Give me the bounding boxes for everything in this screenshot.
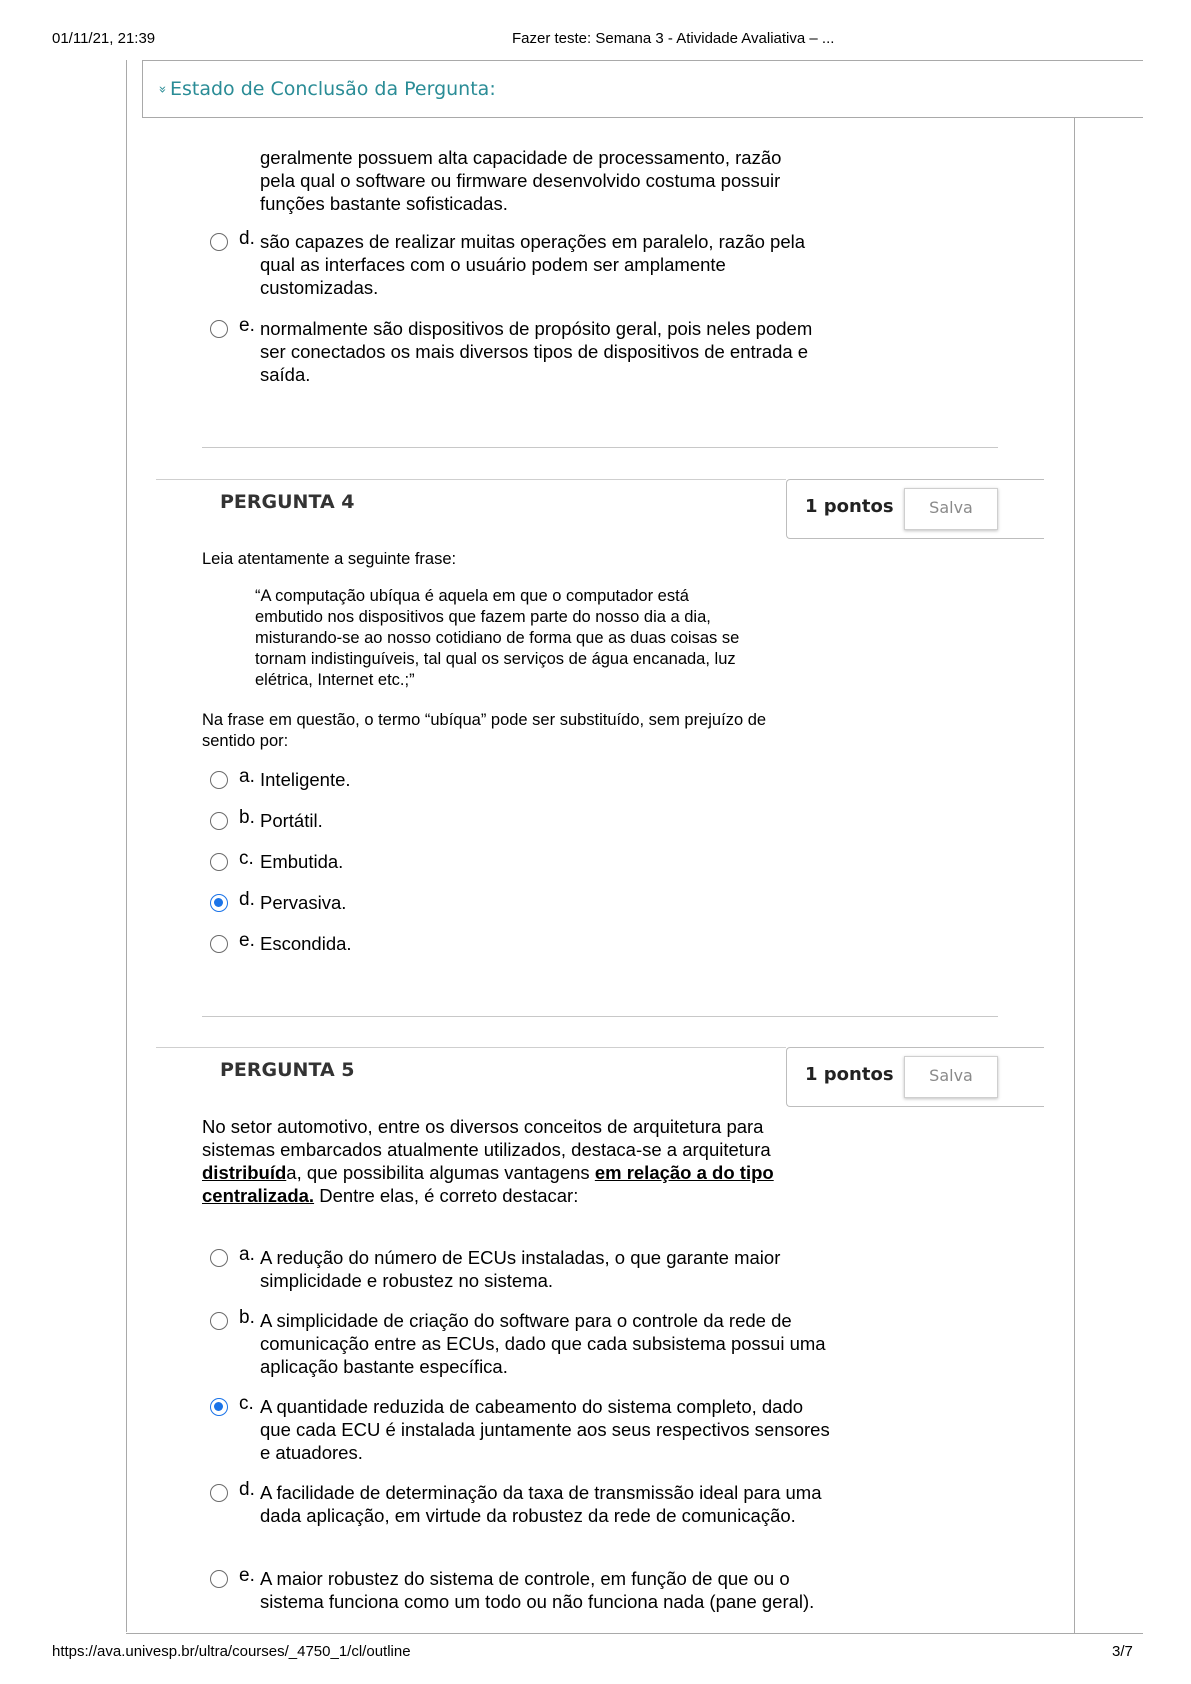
radio-button[interactable] <box>210 1249 228 1267</box>
radio-button[interactable] <box>210 1570 228 1588</box>
q5-title: PERGUNTA 5 <box>220 1059 355 1081</box>
option-text: Inteligente. <box>260 769 351 790</box>
print-datetime: 01/11/21, 21:39 <box>52 30 156 47</box>
option-text: Pervasiva. <box>260 892 347 913</box>
status-label: Estado de Conclusão da Pergunta: <box>169 78 496 100</box>
q5-stem-part: a, que possibilita algumas vantagens <box>286 1162 595 1183</box>
radio-button[interactable] <box>210 771 228 789</box>
radio-button-selected[interactable] <box>210 894 228 912</box>
separator <box>202 1016 998 1017</box>
option-text: A maior robustez do sistema de controle, em função de que ou o sistema funciona como um todo ou não funciona nada (pane geral). <box>260 1568 815 1612</box>
q5-stem-emphasis: distribuíd <box>202 1162 287 1183</box>
radio-button[interactable] <box>210 853 228 871</box>
option-text: Embutida. <box>260 851 344 872</box>
option-letter: d. <box>239 228 255 249</box>
question-status-toggle[interactable] <box>154 78 496 100</box>
option-letter: a. <box>239 1244 255 1265</box>
print-url: https://ava.univesp.br/ultra/courses/_4750_1/cl/outline <box>52 1643 411 1660</box>
q4-save-state-button[interactable]: Salva <box>904 488 998 530</box>
option-letter: c. <box>239 1393 254 1414</box>
left-frame-border <box>126 60 127 1632</box>
question-header-line <box>156 1047 786 1048</box>
print-page-title: Fazer teste: Semana 3 - Atividade Avaliativa – ... <box>512 30 835 47</box>
q4-intro: Leia atentamente a seguinte frase: <box>202 550 457 568</box>
q4-question: Na frase em questão, o termo “ubíqua” pode ser substituído, sem prejuízo de sentido por: <box>202 711 767 750</box>
option-text: A simplicidade de criação do software para o controle da rede de comunicação entre as ECUs, dado que cada subsistema possui uma aplicação bastante específica. <box>260 1310 826 1377</box>
option-letter: a. <box>239 766 255 787</box>
option-text: A redução do número de ECUs instaladas, o que garante maior simplicidade e robustez no sistema. <box>260 1247 781 1291</box>
option-letter: b. <box>239 1307 255 1328</box>
option-text: Escondida. <box>260 933 352 954</box>
option-text: normalmente são dispositivos de propósito geral, pois neles podem ser conectados os mais diversos tipos de dispositivos de entrada e saída. <box>260 318 813 385</box>
option-text: A quantidade reduzida de cabeamento do sistema completo, dado que cada ECU é instalada juntamente aos seus respectivos sensores e atuadores. <box>260 1396 830 1463</box>
q5-save-state-button[interactable]: Salva <box>904 1056 998 1098</box>
q4-title: PERGUNTA 4 <box>220 491 355 513</box>
double-chevron-down-icon: » <box>154 85 170 94</box>
q5-stem <box>202 1115 782 1207</box>
radio-button[interactable] <box>210 1312 228 1330</box>
radio-button[interactable] <box>210 812 228 830</box>
option-letter: b. <box>239 807 255 828</box>
radio-button-selected[interactable] <box>210 1398 228 1416</box>
radio-button[interactable] <box>210 1484 228 1502</box>
option-letter: d. <box>239 889 255 910</box>
q5-stem-part: Dentre elas, é correto destacar: <box>314 1185 579 1206</box>
q5-points: 1 pontos <box>805 1064 894 1085</box>
separator <box>202 447 998 448</box>
option-text: Portátil. <box>260 810 323 831</box>
print-page-number: 3/7 <box>1112 1643 1133 1660</box>
bottom-frame-border <box>126 1633 1143 1634</box>
q4-points: 1 pontos <box>805 496 894 517</box>
option-text: A facilidade de determinação da taxa de transmissão ideal para uma dada aplicação, em virtude da robustez da rede de comunicação. <box>260 1482 822 1526</box>
option-letter: e. <box>239 1565 255 1586</box>
q5-stem-part: No setor automotivo, entre os diversos conceitos de arquitetura para sistemas embarcados atualmente utilizados, destaca-se a arquitetura <box>202 1116 771 1160</box>
option-letter: d. <box>239 1479 255 1500</box>
right-frame-border <box>1074 118 1075 1634</box>
radio-button[interactable] <box>210 233 228 251</box>
option-text: são capazes de realizar muitas operações em paralelo, razão pela qual as interfaces com o usuário podem ser amplamente customizadas. <box>260 231 806 298</box>
option-letter: e. <box>239 315 255 336</box>
q3-option-c-continuation: geralmente possuem alta capacidade de processamento, razão pela qual o software ou firmware desenvolvido costuma possuir funções bastante sofisticadas. <box>260 147 782 214</box>
option-letter: c. <box>239 848 254 869</box>
radio-button[interactable] <box>210 320 228 338</box>
q5-stem-emphasis: em relação a do tipo centralizada. <box>202 1162 774 1206</box>
option-letter: e. <box>239 930 255 951</box>
radio-button[interactable] <box>210 935 228 953</box>
question-header-line <box>156 479 786 480</box>
q4-quote: “A computação ubíqua é aquela em que o computador está embutido nos dispositivos que fazem parte do nosso dia a dia, misturando-se ao nosso cotidiano de forma que as duas coisas se tornam indistinguíveis, tal qual os serviços de água encanada, luz elétrica, Internet etc.;” <box>255 587 740 689</box>
